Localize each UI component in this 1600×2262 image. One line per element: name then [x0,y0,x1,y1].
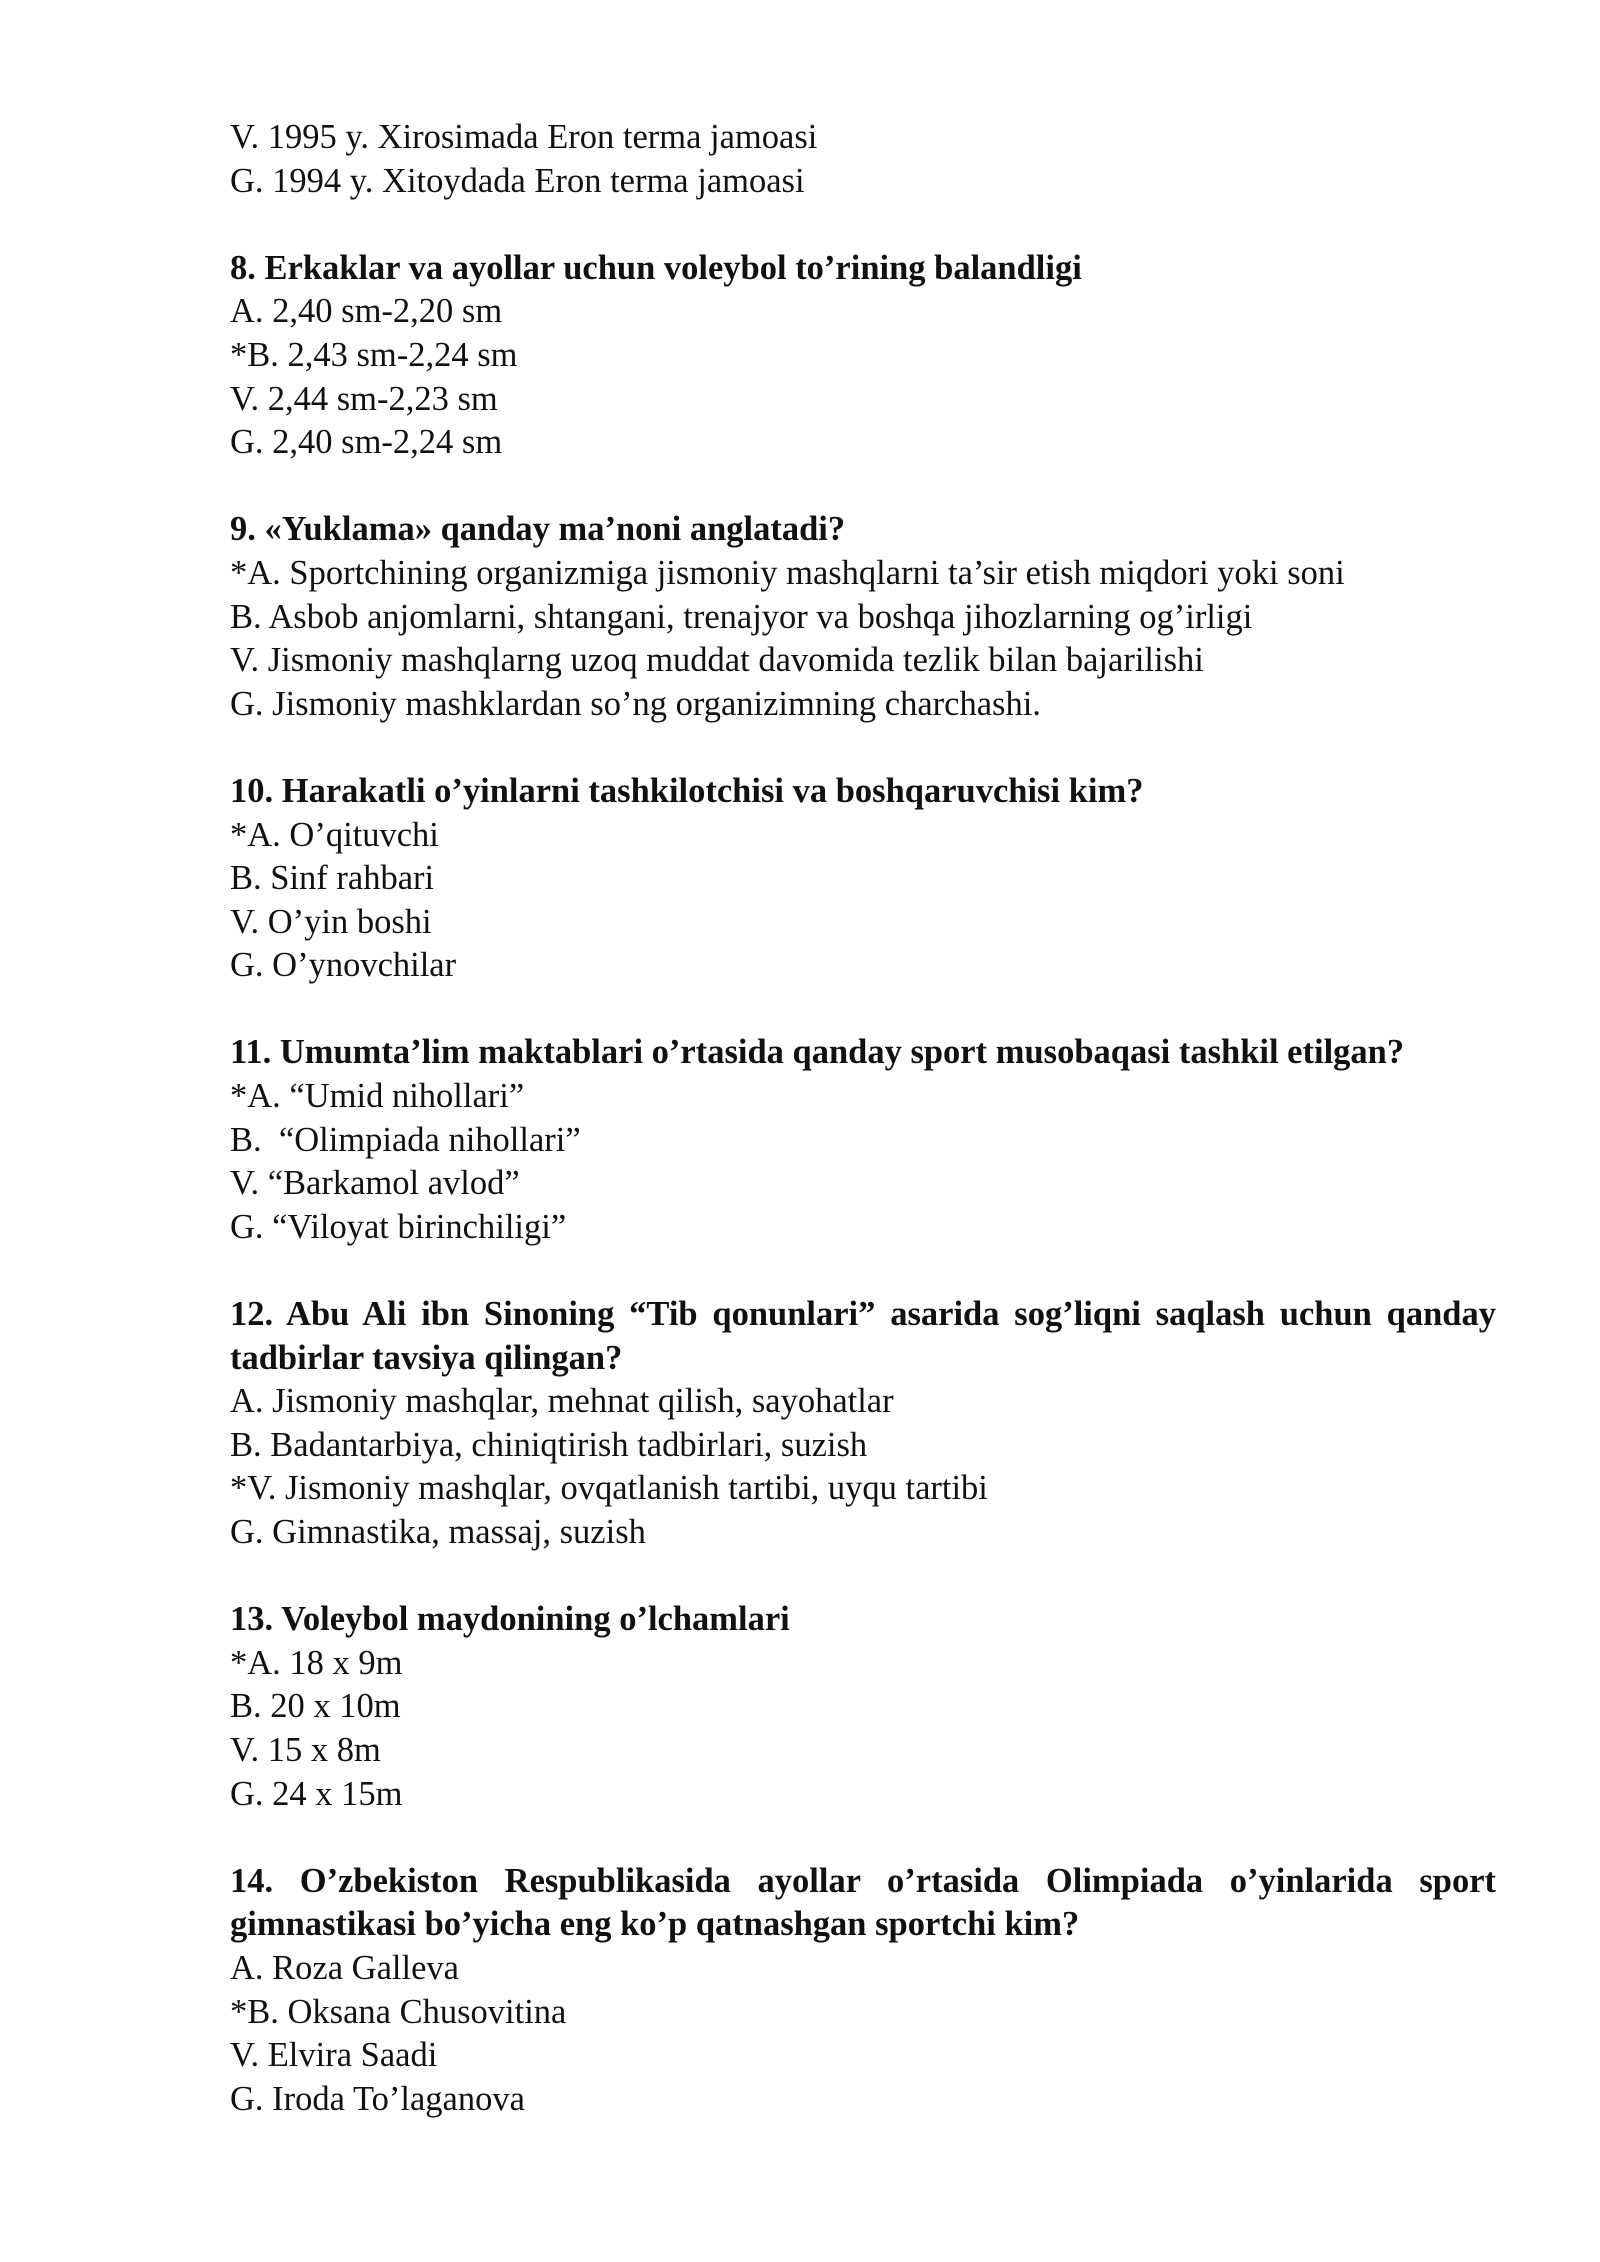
question-text: 8. Erkaklar va ayollar uchun voleybol to’rining balandligi [230,248,1082,287]
answer-option: V. 2,44 sm-2,23 sm [230,379,498,418]
answer-option: *B. 2,43 sm-2,24 sm [230,335,518,374]
answer-option: V. 1995 y. Xirosimada Eron terma jamoasi [230,118,818,156]
answer-option: A. 2,40 sm-2,20 sm [230,292,503,331]
answer-option: G. O’ynovchilar [230,946,457,985]
answer-option: G. 24 x 15m [230,1774,403,1813]
question-text: 12. Abu Ali ibn Sinoning “Tib qonunlari” asarida sog’liqni saqlash uchun qanday tadbirlar tavsiya qilingan? [230,1295,1496,1377]
answer-option: B. “Olimpiada nihollari” [230,1120,581,1159]
answer-option: A. Roza Galleva [230,1948,459,1987]
answer-option: B. Sinf rahbari [230,859,435,898]
answer-option: *V. Jismoniy mashqlar, ovqatlanish tartibi, uyqu tartibi [230,1469,988,1508]
question-10 [230,770,1496,988]
question-9 [230,508,1496,726]
document-page [230,116,1496,2121]
question-8 [230,247,1496,465]
answer-option: B. 20 x 10m [230,1687,401,1726]
question-text: 13. Voleybol maydonining o’lchamlari [230,1600,790,1639]
answer-option: *A. O’qituvchi [230,815,439,854]
answer-option: *A. 18 x 9m [230,1643,403,1682]
answer-option: G. “Viloyat birinchiligi” [230,1207,567,1246]
answer-option: *A. Sportchining organizmiga jismoniy mashqlarni ta’sir etish miqdori yoki soni [230,553,1345,592]
answer-option: G. 1994 y. Xitoydada Eron terma jamoasi [230,161,805,200]
answer-option: G. 2,40 sm-2,24 sm [230,423,503,462]
answer-option: G. Jismoniy mashklardan so’ng organizimning charchashi. [230,684,1041,723]
answer-option: V. 15 x 8m [230,1730,381,1769]
question-text: 10. Harakatli o’yinlarni tashkilotchisi va boshqaruvchisi kim? [230,771,1144,810]
answer-option: B. Asbob anjomlarni, shtangani, trenajyor va boshqa jihozlarning og’irligi [230,597,1253,636]
answer-option: G. Iroda To’laganova [230,2079,525,2118]
answer-option: V. O’yin boshi [230,902,432,941]
question-14 [230,1860,1496,2122]
question-11 [230,1031,1496,1249]
answer-option: V. Jismoniy mashqlarng uzoq muddat davomida tezlik bilan bajarilishi [230,641,1204,680]
question-text: 9. «Yuklama» qanday ma’noni anglatadi? [230,510,846,549]
answer-option: A. Jismoniy mashqlar, mehnat qilish, sayohatlar [230,1382,894,1421]
lead-options [230,116,1496,203]
answer-option: V. Elvira Saadi [230,2036,438,2075]
question-12 [230,1293,1496,1555]
answer-option: *A. “Umid nihollari” [230,1077,525,1116]
answer-option: *B. Oksana Chusovitina [230,1992,567,2031]
question-text: 14. O’zbekiston Respublikasida ayollar o’rtasida Olimpiada o’yinlarida sport gimnastikasi bo’yicha eng ko’p qatnashgan sportchi kim? [230,1861,1496,1944]
answer-option: B. Badantarbiya, chiniqtirish tadbirlari, suzish [230,1425,868,1464]
question-text: 11. Umumta’lim maktablari o’rtasida qanday sport musobaqasi tashkil etilgan? [230,1033,1405,1072]
answer-option: V. “Barkamol avlod” [230,1164,520,1203]
question-13 [230,1598,1496,1816]
answer-option: G. Gimnastika, massaj, suzish [230,1513,646,1551]
